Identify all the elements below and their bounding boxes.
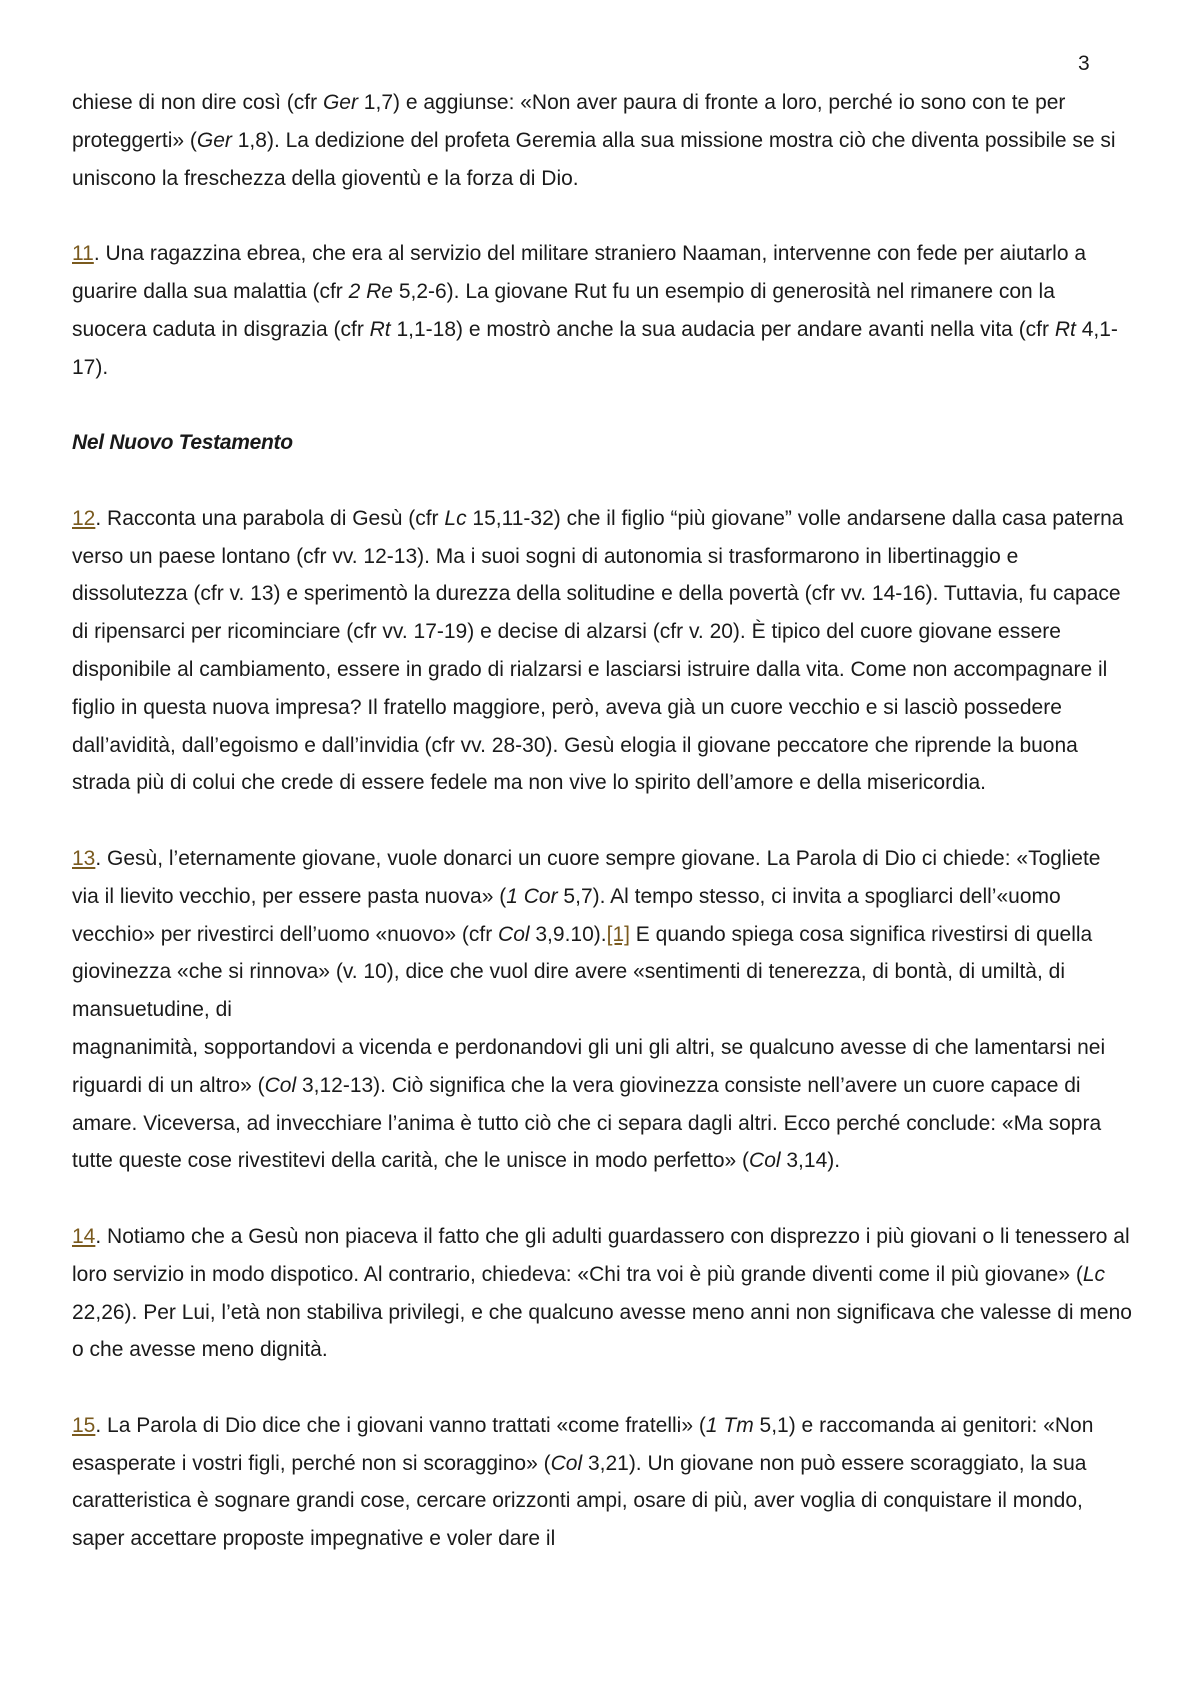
bible-reference: Lc	[444, 506, 467, 530]
footnote-link[interactable]: [1]	[606, 922, 630, 946]
document-body	[72, 84, 1132, 1596]
bible-reference: 1 Tm	[705, 1413, 754, 1437]
paragraph-number-link[interactable]: 14	[72, 1224, 96, 1248]
bible-reference: Ger	[196, 128, 232, 152]
bible-reference: Lc	[1082, 1262, 1106, 1286]
page-number: 3	[1078, 52, 1090, 75]
paragraph-11: 11. Una ragazzina ebrea, che era al servizio del militare straniero Naaman, intervenne con fede per aiutarlo a guarire dalla sua malattia (cfr 2 Re 5,2-6). La giovane Rut fu un esempio di generosità nel rimanere con la suocera caduta in disgrazia (cfr Rt 1,1-18) e mostrò anche la sua audacia per andare avanti nella vita (cfr Rt 4,1-17).	[72, 242, 1118, 379]
bible-reference: Col	[498, 922, 530, 946]
paragraph-number-link[interactable]: 13	[72, 846, 96, 870]
bible-reference: Rt	[1054, 317, 1076, 341]
paragraph-12: 12. Racconta una parabola di Gesù (cfr Lc 15,11-32) che il figlio “più giovane” volle andarsene dalla casa paterna verso un paese lontano (cfr vv. 12-13). Ma i suoi sogni di autonomia si trasformarono in libertinaggio e dissolutezza (cfr v. 13) e sperimentò la durezza della solitudine e della povertà (cfr vv. 14-16). Tuttavia, fu capace di ripensarci per ricominciare (cfr vv. 17-19) e decise di alzarsi (cfr v. 20). È tipico del cuore giovane essere disponibile al cambiamento, essere in grado di rialzarsi e lasciarsi istruire dalla vita. Come non accompagnare il figlio in questa nuova impresa? Il fratello maggiore, però, aveva già un cuore vecchio e si lasciò possedere dall’avidità, dall’egoismo e dall’invidia (cfr vv. 28-30). Gesù elogia il giovane peccatore che riprende la buona strada più di colui che crede di essere fedele ma non vive lo spirito dell’amore e della misericordia.	[72, 506, 1124, 795]
bible-reference: Col	[264, 1073, 297, 1097]
paragraph-14: 14. Notiamo che a Gesù non piaceva il fatto che gli adulti guardassero con disprezzo i più giovani o li tenessero al loro servizio in modo dispotico. Al contrario, chiedeva: «Chi tra voi è più grande diventi come il più giovane» (Lc 22,26). Per Lui, l’età non stabiliva privilegi, e che qualcuno avesse meno anni non significava che valesse di meno o che avesse meno dignità.	[72, 1224, 1132, 1362]
paragraph-number-link[interactable]: 15	[72, 1413, 96, 1437]
paragraph-13: 13. Gesù, l’eternamente giovane, vuole donarci un cuore sempre giovane. La Parola di Dio ci chiede: «Togliete via il lievito vecchio, per essere pasta nuova» (1 Cor 5,7). Al tempo stesso, ci invita a spogliarci dell’«uomo vecchio» per rivestirci dell’uomo «nuovo» (cfr Col 3,9.10).[1] E quando spiega cosa significa rivestirsi di quella giovinezza «che si rinnova» (v. 10), dice che vuol dire avere «sentimenti di tenerezza, di bontà, di umiltà, di mansuetudine, di magnanimità, sopportandovi a vicenda e perdonandovi gli uni gli altri, se qualcuno avesse di che lamentarsi nei riguardi di un altro» (Col 3,12-13). Ciò significa che la vera giovinezza consiste nell’avere un cuore capace di amare. Viceversa, ad invecchiare l’anima è tutto ciò che ci separa dagli altri. Ecco perché conclude: «Ma sopra tutte queste cose rivestitevi della carità, che le unisce in modo perfetto» (Col 3,14).	[72, 846, 1106, 1173]
bible-reference: Col	[550, 1451, 583, 1475]
bible-reference: 1 Cor	[506, 884, 558, 908]
paragraph-intro: chiese di non dire così (cfr Ger 1,7) e aggiunse: «Non aver paura di fronte a loro, perché io sono con te per proteggerti» (Ger 1,8). La dedizione del profeta Geremia alla sua missione mostra ciò che diventa possibile se si uniscono la freschezza della gioventù e la forza di Dio.	[72, 91, 1116, 190]
section-heading: Nel Nuovo Testamento	[72, 431, 293, 455]
bible-reference: Rt	[369, 317, 391, 341]
paragraph-number-link[interactable]: 11	[72, 242, 94, 266]
bible-reference: Ger	[322, 91, 358, 114]
bible-reference: 2 Re	[348, 279, 393, 303]
paragraph-15: 15. La Parola di Dio dice che i giovani vanno trattati «come fratelli» (1 Tm 5,1) e raccomanda ai genitori: «Non esasperate i vostri figli, perché non si scoraggino» (Col 3,21). Un giovane non può essere scoraggiato, la sua caratteristica è sognare grandi cose, cercare orizzonti ampi, osare di più, aver voglia di conquistare il mondo, saper accettare proposte impegnative e voler dare il	[72, 1413, 1094, 1551]
bible-reference: Col	[749, 1149, 781, 1173]
paragraph-number-link[interactable]: 12	[72, 506, 96, 530]
